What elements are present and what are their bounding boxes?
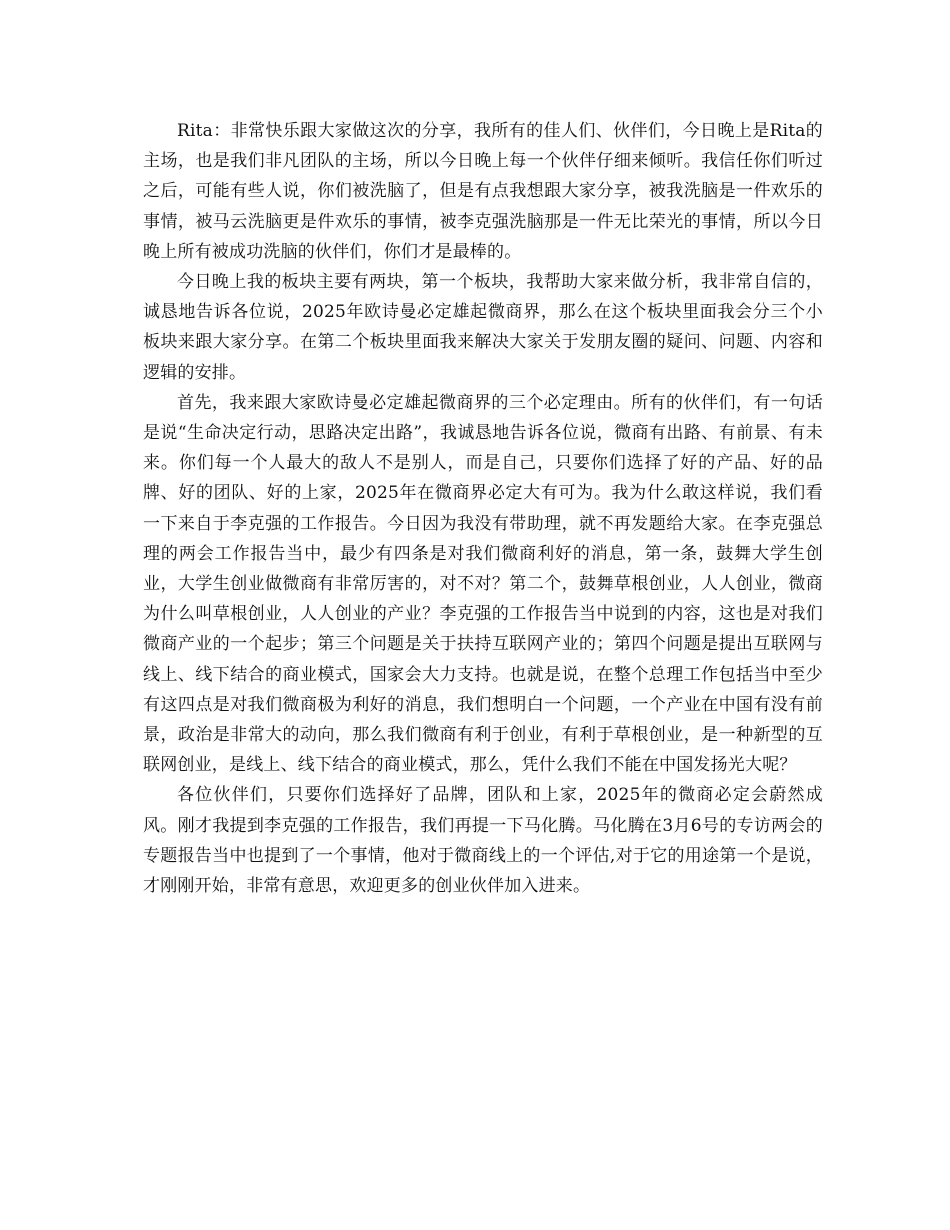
paragraph-1: Rita：非常快乐跟大家做这次的分享，我所有的佳人们、伙伴们，今日晚上是Rita的主场，也是我们非凡团队的主场，所以今日晚上每一个伙伴仔细来倾听。我信任你们听过之后，可能有些人说，你们被洗脑了，但是有点我想跟大家分享，被我洗脑是一件欢乐的事情，被马云洗脑更是件欢乐的事情，被李克强洗脑那是一件无比荣光的事情，所以今日晚上所有被成功洗脑的伙伴们，你们才是最棒的。 [143, 121, 823, 262]
document-body [143, 116, 823, 901]
paragraph-3: 首先，我来跟大家欧诗曼必定雄起微商界的三个必定理由。所有的伙伴们，有一句话是说“生命决定行动，思路决定出路”，我诚恳地告诉各位说，微商有出路、有前景、有未来。你们每一个人最大的敌人不是别人，而是自己，只要你们选择了好的产品、好的品牌、好的团队、好的上家，2025年在微商界必定大有可为。我为什么敢这样说，我们看一下来自于李克强的工作报告。今日因为我没有带助理，就不再发题给大家。在李克强总理的两会工作报告当中，最少有四条是对我们微商利好的消息，第一条，鼓舞大学生创业，大学生创业做微商有非常厉害的，对不对？第二个，鼓舞草根创业，人人创业，微商为什么叫草根创业，人人创业的产业？李克强的工作报告当中说到的内容，这也是对我们微商产业的一个起步；第三个问题是关于扶持互联网产业的；第四个问题是提出互联网与线上、线下结合的商业模式，国家会大力支持。也就是说，在整个总理工作包括当中至少有这四点是对我们微商极为利好的消息，我们想明白一个问题，一个产业在中国有没有前景，政治是非常大的动向，那么我们微商有利于创业，有利于草根创业，是一种新型的互联网创业，是线上、线下结合的商业模式，那么，凭什么我们不能在中国发扬光大呢？ [143, 392, 823, 776]
paragraph-4: 各位伙伴们，只要你们选择好了品牌，团队和上家，2025年的微商必定会蔚然成风。刚才我提到李克强的工作报告，我们再提一下马化腾。马化腾在3月6号的专访两会的专题报告当中也提到了一个事情，他对于微商线上的一个评估,对于它的用途第一个是说，才刚刚开始，非常有意思，欢迎更多的创业伙伴加入进来。 [143, 785, 823, 897]
paragraph-2: 今日晚上我的板块主要有两块，第一个板块，我帮助大家来做分析，我非常自信的，诚恳地告诉各位说，2025年欧诗曼必定雄起微商界，那么在这个板块里面我会分三个小板块来跟大家分享。在第二个板块里面我来解决大家关于发朋友圈的疑问、问题、内容和逻辑的安排。 [143, 272, 823, 383]
